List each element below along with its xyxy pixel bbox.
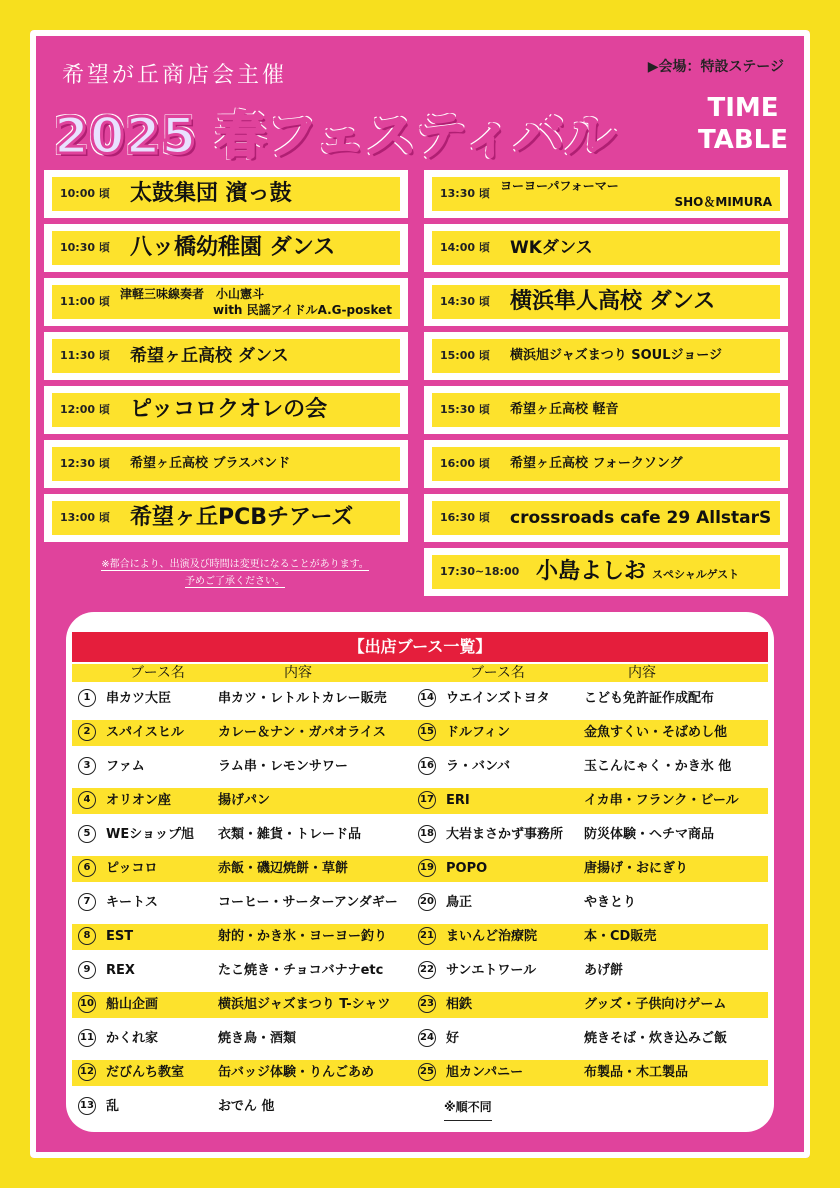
slot-time: 15:00 頃 xyxy=(440,349,490,362)
slot-performer xyxy=(130,386,327,434)
booth-content: たこ焼き・チョコバナナetc xyxy=(218,963,384,978)
slot-time: 11:00 頃 xyxy=(60,295,110,308)
col-header-name-right: ブース名 xyxy=(470,665,525,681)
booth-name: REX xyxy=(106,963,135,978)
booth-content: グッズ・子供向けゲーム xyxy=(584,997,727,1012)
col-header-content-left: 内容 xyxy=(284,665,312,681)
booth-content: 串カツ・レトルトカレー販売 xyxy=(218,691,387,706)
booth-name: WEショップ旭 xyxy=(106,827,194,842)
slot-performer-line2: with 民謡アイドルA.G-posket xyxy=(213,303,392,317)
booth-number: 19 xyxy=(418,859,436,877)
slot-time: 16:30 頃 xyxy=(440,511,490,524)
booth-row xyxy=(72,754,768,780)
sponsor-label: 希望が丘商店会主催 xyxy=(62,63,288,88)
booth-row xyxy=(72,1060,768,1086)
slot-performer-name: 希望ヶ丘高校 ブラスバンド xyxy=(130,456,291,471)
slot-time: 12:30 頃 xyxy=(60,457,110,470)
booth-content: 射的・かき氷・ヨーヨー釣り xyxy=(218,929,388,944)
booth-list-panel xyxy=(66,612,774,1132)
booth-number: 17 xyxy=(418,791,436,809)
booth-number: 15 xyxy=(418,723,436,741)
slot-performer xyxy=(510,386,619,434)
slot-time: 12:00 頃 xyxy=(60,403,110,416)
booth-content: 衣類・雑貨・トレード品 xyxy=(218,827,362,842)
slot-performer xyxy=(130,440,290,488)
slot-performer xyxy=(500,178,774,210)
booth-number: 1 xyxy=(78,689,96,707)
slot-time: 16:00 頃 xyxy=(440,457,490,470)
booth-number: 7 xyxy=(78,893,96,911)
schedule-note-line2: 予めご了承ください。 xyxy=(185,576,285,587)
booth-name: スパイスヒル xyxy=(106,725,184,740)
booth-content: 缶バッジ体験・りんごあめ xyxy=(218,1065,375,1080)
schedule-slot xyxy=(44,170,408,218)
booth-content: おでん 他 xyxy=(218,1099,275,1114)
booth-content: 本・CD販売 xyxy=(584,929,657,944)
booth-name: 好 xyxy=(446,1031,460,1046)
booth-content: こども免許証作成配布 xyxy=(584,691,715,706)
booth-content: 唐揚げ・おにぎり xyxy=(584,861,689,876)
booth-number: 21 xyxy=(418,927,436,945)
booth-name: 相鉄 xyxy=(446,997,473,1012)
booth-content: イカ串・フランク・ビール xyxy=(584,793,739,808)
slot-time: 15:30 頃 xyxy=(440,403,490,416)
booth-name: オリオン座 xyxy=(106,793,171,808)
schedule-slot xyxy=(44,440,408,488)
booth-name: ファム xyxy=(106,759,145,774)
booth-number: 11 xyxy=(78,1029,96,1047)
festival-title xyxy=(54,96,616,168)
schedule-slot xyxy=(44,224,408,272)
festival-name: 春フェスティバル xyxy=(215,107,617,165)
schedule-slot xyxy=(424,548,788,596)
booth-column-headers xyxy=(72,664,768,682)
booth-name: ERI xyxy=(446,793,470,808)
slot-performer-name: 希望ヶ丘高校 フォークソング xyxy=(510,456,683,471)
booth-number: 12 xyxy=(78,1063,96,1081)
booth-content: カレー＆ナン・ガパオライス xyxy=(218,725,386,740)
booth-name: ラ・バンバ xyxy=(446,759,511,774)
slot-performer xyxy=(130,170,292,218)
booth-number: 18 xyxy=(418,825,436,843)
booth-content: 金魚すくい・そばめし他 xyxy=(584,725,728,740)
slot-time: 13:00 頃 xyxy=(60,511,110,524)
schedule-note-line1: ※都合により、出演及び時間は変更になることがあります。 xyxy=(101,559,369,570)
booth-number: 16 xyxy=(418,757,436,775)
booth-row xyxy=(72,822,768,848)
booth-name: ドルフィン xyxy=(446,725,510,740)
booth-name: 大岩まさかず事務所 xyxy=(446,827,564,842)
slot-performer xyxy=(510,278,715,326)
booth-number: 14 xyxy=(418,689,436,707)
slot-time: 10:00 頃 xyxy=(60,187,110,200)
booth-name: まいんど治療院 xyxy=(446,929,538,944)
booth-footnote-text: ※順不同 xyxy=(444,1094,492,1121)
booth-number: 24 xyxy=(418,1029,436,1047)
slot-performer xyxy=(510,224,593,272)
booth-number: 5 xyxy=(78,825,96,843)
booth-name: サンエトワール xyxy=(446,963,537,978)
slot-performer-name: 太鼓集団 濱っ鼓 xyxy=(130,181,292,206)
schedule-right-column xyxy=(424,170,788,602)
booth-number: 25 xyxy=(418,1063,436,1081)
booth-content: 防災体験・ヘチマ商品 xyxy=(584,827,715,842)
booth-number: 4 xyxy=(78,791,96,809)
slot-performer-name: 八ッ橋幼稚園 ダンス xyxy=(130,235,336,260)
slot-time: 14:30 頃 xyxy=(440,295,490,308)
booth-content: コーヒー・サーターアンダギー xyxy=(218,895,398,910)
schedule-slot xyxy=(424,440,788,488)
booth-number: 20 xyxy=(418,893,436,911)
schedule-slot xyxy=(424,170,788,218)
booth-name: 船山企画 xyxy=(106,997,159,1012)
booth-content: 焼きそば・炊き込みご飯 xyxy=(584,1031,728,1046)
booth-name: キートス xyxy=(106,895,158,910)
slot-time: 17:30~18:00 xyxy=(440,565,520,578)
booth-row xyxy=(72,720,768,746)
slot-performer xyxy=(536,548,739,596)
booth-number: 2 xyxy=(78,723,96,741)
booth-content: ラム串・レモンサワー xyxy=(218,759,348,774)
venue-label: ▶会場：特設ステージ xyxy=(647,59,784,75)
slot-performer-line1: 津軽三味線奏者 小山憲斗 xyxy=(120,287,265,301)
slot-time: 14:00 頃 xyxy=(440,241,490,254)
booth-row xyxy=(72,686,768,712)
col-header-name-left: ブース名 xyxy=(130,665,185,681)
slot-time: 11:30 頃 xyxy=(60,349,110,362)
booth-name: ピッコロ xyxy=(106,861,158,876)
schedule-note xyxy=(70,556,400,590)
slot-performer xyxy=(130,332,289,380)
schedule-slot xyxy=(424,332,788,380)
schedule-slot xyxy=(44,332,408,380)
poster-card xyxy=(30,30,810,1158)
slot-performer xyxy=(130,494,353,542)
booth-content: あげ餅 xyxy=(584,963,624,978)
booth-name: 乱 xyxy=(106,1099,120,1114)
slot-performer-name: ピッコロクオレの会 xyxy=(130,397,328,422)
booth-row xyxy=(72,1026,768,1052)
schedule-slot xyxy=(44,494,408,542)
slot-performer-name: WKダンス xyxy=(510,238,593,258)
booth-number: 10 xyxy=(78,995,96,1013)
poster-frame xyxy=(30,30,810,1158)
slot-performer-name: 希望ヶ丘PCBチアーズ xyxy=(130,505,354,530)
schedule-slot xyxy=(44,386,408,434)
slot-performer-line1: ヨーヨーパフォーマー xyxy=(500,179,619,193)
booth-name: ウエインズトヨタ xyxy=(446,691,550,706)
booth-content: 玉こんにゃく・かき氷 他 xyxy=(584,759,732,774)
slot-performer-name: 希望ヶ丘高校 ダンス xyxy=(130,346,289,366)
booth-name: POPO xyxy=(446,861,488,876)
slot-performer-name: crossroads cafe 29 AllstarS xyxy=(510,508,772,528)
booth-content: やきとり xyxy=(584,895,637,910)
booth-content: 焼き鳥・酒類 xyxy=(218,1031,297,1046)
booth-number: 9 xyxy=(78,961,96,979)
slot-performer xyxy=(120,286,394,318)
booth-content: 布製品・木工製品 xyxy=(584,1065,689,1080)
booth-number: 3 xyxy=(78,757,96,775)
slot-performer-name: 横浜隼人高校 ダンス xyxy=(510,289,716,314)
schedule-left-column xyxy=(44,170,408,548)
slot-performer xyxy=(510,494,771,542)
booth-row xyxy=(72,992,768,1018)
booth-row xyxy=(72,890,768,916)
booth-row xyxy=(72,856,768,882)
booth-name: だびんち教室 xyxy=(106,1065,185,1080)
booth-row xyxy=(72,924,768,950)
schedule-slot xyxy=(424,224,788,272)
booth-content: 赤飯・磯辺焼餅・草餅 xyxy=(218,861,349,876)
schedule-slot xyxy=(424,494,788,542)
festival-year: 2025 xyxy=(54,107,198,165)
slot-performer xyxy=(510,440,683,488)
booth-list-heading: 【出店ブース一覧】 xyxy=(72,632,768,662)
slot-time: 10:30 頃 xyxy=(60,241,110,254)
timetable-label-line2: TABLE xyxy=(698,125,788,155)
slot-performer-name: 希望ヶ丘高校 軽音 xyxy=(510,402,619,417)
booth-row xyxy=(72,1094,768,1120)
booth-number: 22 xyxy=(418,961,436,979)
slot-performer-name: 小島よしお xyxy=(536,559,647,584)
slot-performer-subtitle: スペシャルゲスト xyxy=(652,568,740,581)
booth-number: 8 xyxy=(78,927,96,945)
schedule-slot xyxy=(424,386,788,434)
booth-content: 揚げパン xyxy=(218,793,271,808)
schedule-slot xyxy=(424,278,788,326)
booth-number: 13 xyxy=(78,1097,96,1115)
booth-name: かくれ家 xyxy=(106,1031,159,1046)
slot-performer-line2: SHO＆MIMURA xyxy=(674,195,772,209)
booth-number: 23 xyxy=(418,995,436,1013)
slot-performer xyxy=(510,332,722,380)
schedule-slot xyxy=(44,278,408,326)
booth-name: 旭カンパニー xyxy=(446,1065,524,1080)
booth-number: 6 xyxy=(78,859,96,877)
booth-content: 横浜旭ジャズまつり T-シャツ xyxy=(218,997,391,1012)
booth-name: 串カツ大臣 xyxy=(106,691,172,706)
booth-name: 鳥正 xyxy=(446,895,473,910)
booth-row xyxy=(72,788,768,814)
booth-name: EST xyxy=(106,929,134,944)
booth-row xyxy=(72,958,768,984)
timetable-label-line1: TIME xyxy=(707,93,779,123)
slot-performer-name: 横浜旭ジャズまつり SOULジョージ xyxy=(510,348,722,363)
slot-performer xyxy=(130,224,335,272)
col-header-content-right: 内容 xyxy=(628,665,656,681)
timetable-label xyxy=(698,92,788,156)
slot-time: 13:30 頃 xyxy=(440,187,490,200)
